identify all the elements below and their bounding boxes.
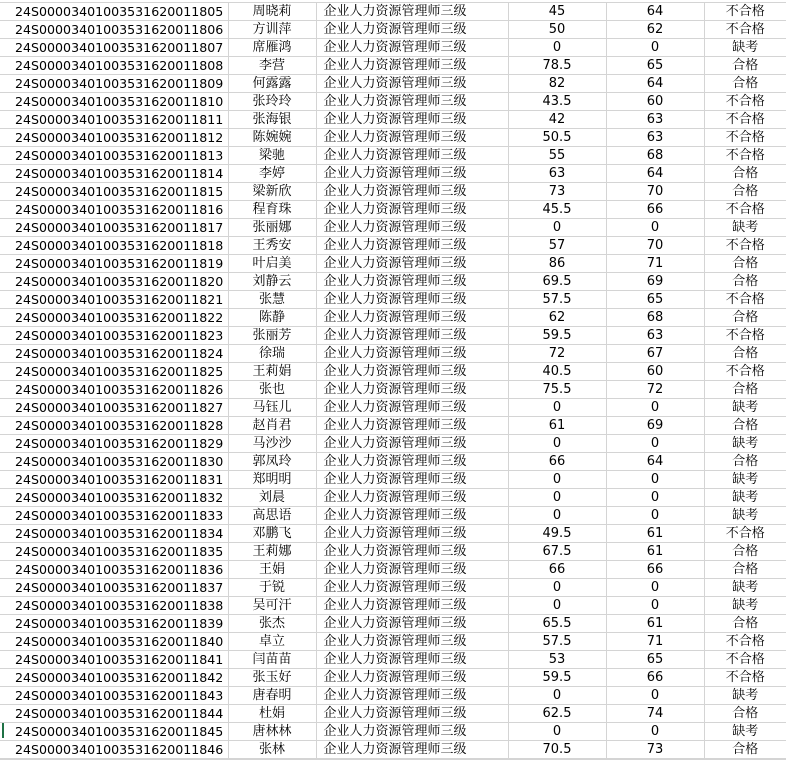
score-table bbox=[0, 3, 786, 759]
cell-name[interactable]: 王莉娟 bbox=[228, 363, 316, 381]
cell-profession[interactable]: 企业人力资源管理师三级 bbox=[316, 183, 508, 201]
cell-exam-id[interactable]: 24S00003401003531620011809 bbox=[0, 75, 228, 93]
cell-name[interactable]: 高思语 bbox=[228, 507, 316, 525]
cell-skill-score[interactable]: 67 bbox=[606, 345, 704, 363]
table-row bbox=[0, 147, 786, 165]
cell-profession[interactable]: 企业人力资源管理师三级 bbox=[316, 291, 508, 309]
cell-skill-score[interactable]: 60 bbox=[606, 363, 704, 381]
cell-skill-score[interactable]: 64 bbox=[606, 453, 704, 471]
cell-profession[interactable]: 企业人力资源管理师三级 bbox=[316, 507, 508, 525]
table-row bbox=[0, 3, 786, 21]
cell-result[interactable]: 合格 bbox=[704, 453, 786, 471]
table-row bbox=[0, 705, 786, 723]
cell-name[interactable]: 张慧 bbox=[228, 291, 316, 309]
cell-theory-score[interactable]: 0 bbox=[508, 219, 606, 237]
cell-exam-id[interactable]: 24S00003401003531620011836 bbox=[0, 561, 228, 579]
cell-profession[interactable]: 企业人力资源管理师三级 bbox=[316, 39, 508, 57]
cell-result[interactable]: 缺考 bbox=[704, 723, 786, 741]
cell-exam-id[interactable]: 24S00003401003531620011841 bbox=[0, 651, 228, 669]
cell-theory-score[interactable]: 66 bbox=[508, 453, 606, 471]
cell-name[interactable]: 马沙沙 bbox=[228, 435, 316, 453]
cell-theory-score[interactable]: 0 bbox=[508, 399, 606, 417]
cell-result[interactable]: 缺考 bbox=[704, 219, 786, 237]
cell-skill-score[interactable]: 0 bbox=[606, 435, 704, 453]
cell-exam-id[interactable]: 24S00003401003531620011827 bbox=[0, 399, 228, 417]
cell-exam-id[interactable]: 24S00003401003531620011810 bbox=[0, 93, 228, 111]
cell-name[interactable]: 叶启美 bbox=[228, 255, 316, 273]
cell-profession[interactable]: 企业人力资源管理师三级 bbox=[316, 129, 508, 147]
table-row bbox=[0, 327, 786, 345]
cell-result[interactable]: 缺考 bbox=[704, 435, 786, 453]
cell-exam-id[interactable]: 24S00003401003531620011824 bbox=[0, 345, 228, 363]
cell-name[interactable]: 陈婉婉 bbox=[228, 129, 316, 147]
cell-result[interactable]: 不合格 bbox=[704, 129, 786, 147]
cell-skill-score[interactable]: 0 bbox=[606, 579, 704, 597]
cell-profession[interactable]: 企业人力资源管理师三级 bbox=[316, 201, 508, 219]
cell-theory-score[interactable]: 0 bbox=[508, 39, 606, 57]
table-row bbox=[0, 687, 786, 705]
cell-theory-score[interactable]: 57 bbox=[508, 237, 606, 255]
cell-name[interactable]: 卓立 bbox=[228, 633, 316, 651]
table-row bbox=[0, 489, 786, 507]
cell-result[interactable]: 不合格 bbox=[704, 651, 786, 669]
table-row bbox=[0, 471, 786, 489]
cell-skill-score[interactable]: 72 bbox=[606, 381, 704, 399]
table-row bbox=[0, 561, 786, 579]
cell-profession[interactable]: 企业人力资源管理师三级 bbox=[316, 669, 508, 687]
cell-profession[interactable]: 企业人力资源管理师三级 bbox=[316, 579, 508, 597]
cell-exam-id[interactable]: 24S00003401003531620011839 bbox=[0, 615, 228, 633]
cell-skill-score[interactable]: 64 bbox=[606, 75, 704, 93]
cell-theory-score[interactable]: 57.5 bbox=[508, 291, 606, 309]
cell-result[interactable]: 不合格 bbox=[704, 525, 786, 543]
table-row bbox=[0, 597, 786, 615]
cell-result[interactable]: 合格 bbox=[704, 273, 786, 291]
cell-skill-score[interactable]: 66 bbox=[606, 669, 704, 687]
cell-theory-score[interactable]: 0 bbox=[508, 489, 606, 507]
cell-skill-score[interactable]: 71 bbox=[606, 255, 704, 273]
cell-skill-score[interactable]: 65 bbox=[606, 291, 704, 309]
cell-theory-score[interactable]: 70.5 bbox=[508, 741, 606, 759]
cell-result[interactable]: 不合格 bbox=[704, 363, 786, 381]
cell-result[interactable]: 合格 bbox=[704, 165, 786, 183]
cell-exam-id[interactable]: 24S00003401003531620011807 bbox=[0, 39, 228, 57]
cell-exam-id[interactable]: 24S00003401003531620011814 bbox=[0, 165, 228, 183]
cell-result[interactable]: 合格 bbox=[704, 381, 786, 399]
cell-result[interactable]: 缺考 bbox=[704, 471, 786, 489]
cell-name[interactable]: 王秀安 bbox=[228, 237, 316, 255]
cell-profession[interactable]: 企业人力资源管理师三级 bbox=[316, 3, 508, 21]
cell-name[interactable]: 张也 bbox=[228, 381, 316, 399]
cell-theory-score[interactable]: 67.5 bbox=[508, 543, 606, 561]
cell-exam-id[interactable]: 24S00003401003531620011813 bbox=[0, 147, 228, 165]
cell-profession[interactable]: 企业人力资源管理师三级 bbox=[316, 75, 508, 93]
cell-name[interactable]: 吴可汗 bbox=[228, 597, 316, 615]
cell-profession[interactable]: 企业人力资源管理师三级 bbox=[316, 57, 508, 75]
cell-skill-score[interactable]: 74 bbox=[606, 705, 704, 723]
cell-skill-score[interactable]: 70 bbox=[606, 237, 704, 255]
cell-theory-score[interactable]: 43.5 bbox=[508, 93, 606, 111]
cell-skill-score[interactable]: 61 bbox=[606, 543, 704, 561]
cell-exam-id[interactable]: 24S00003401003531620011825 bbox=[0, 363, 228, 381]
cell-result[interactable]: 缺考 bbox=[704, 489, 786, 507]
cell-theory-score[interactable]: 0 bbox=[508, 435, 606, 453]
table-row bbox=[0, 273, 786, 291]
cell-result[interactable]: 不合格 bbox=[704, 291, 786, 309]
table-row bbox=[0, 255, 786, 273]
cell-result[interactable]: 不合格 bbox=[704, 147, 786, 165]
table-row bbox=[0, 165, 786, 183]
cell-result[interactable]: 合格 bbox=[704, 183, 786, 201]
cell-result[interactable]: 缺考 bbox=[704, 507, 786, 525]
cell-profession[interactable]: 企业人力资源管理师三级 bbox=[316, 687, 508, 705]
table-row bbox=[0, 129, 786, 147]
table-row bbox=[0, 723, 786, 741]
cell-skill-score[interactable]: 62 bbox=[606, 21, 704, 39]
cell-name[interactable]: 马钰儿 bbox=[228, 399, 316, 417]
cell-result[interactable]: 不合格 bbox=[704, 21, 786, 39]
cell-exam-id[interactable]: 24S00003401003531620011829 bbox=[0, 435, 228, 453]
cell-skill-score[interactable]: 61 bbox=[606, 525, 704, 543]
cell-skill-score[interactable]: 65 bbox=[606, 651, 704, 669]
cell-skill-score[interactable]: 0 bbox=[606, 399, 704, 417]
cell-name[interactable]: 何露露 bbox=[228, 75, 316, 93]
cell-name[interactable]: 程育珠 bbox=[228, 201, 316, 219]
cell-theory-score[interactable]: 0 bbox=[508, 687, 606, 705]
cell-exam-id[interactable]: 24S00003401003531620011834 bbox=[0, 525, 228, 543]
cell-theory-score[interactable]: 50 bbox=[508, 21, 606, 39]
table-row bbox=[0, 21, 786, 39]
cell-name[interactable]: 方训萍 bbox=[228, 21, 316, 39]
cell-result[interactable]: 合格 bbox=[704, 543, 786, 561]
cell-skill-score[interactable]: 64 bbox=[606, 3, 704, 21]
cell-theory-score[interactable]: 82 bbox=[508, 75, 606, 93]
cell-name[interactable]: 于锐 bbox=[228, 579, 316, 597]
table-row bbox=[0, 345, 786, 363]
cell-exam-id[interactable]: 24S00003401003531620011818 bbox=[0, 237, 228, 255]
table-row bbox=[0, 579, 786, 597]
cell-skill-score[interactable]: 0 bbox=[606, 507, 704, 525]
cell-profession[interactable]: 企业人力资源管理师三级 bbox=[316, 453, 508, 471]
cell-name[interactable]: 张丽芳 bbox=[228, 327, 316, 345]
table-row bbox=[0, 453, 786, 471]
cell-theory-score[interactable]: 42 bbox=[508, 111, 606, 129]
table-row bbox=[0, 201, 786, 219]
cell-skill-score[interactable]: 66 bbox=[606, 201, 704, 219]
cell-theory-score[interactable]: 50.5 bbox=[508, 129, 606, 147]
cell-exam-id[interactable]: 24S00003401003531620011846 bbox=[0, 741, 228, 759]
cell-exam-id[interactable]: 24S00003401003531620011840 bbox=[0, 633, 228, 651]
cell-result[interactable]: 合格 bbox=[704, 255, 786, 273]
cell-name[interactable]: 唐林林 bbox=[228, 723, 316, 741]
cell-exam-id[interactable]: 24S00003401003531620011838 bbox=[0, 597, 228, 615]
cell-result[interactable]: 合格 bbox=[704, 705, 786, 723]
cell-skill-score[interactable]: 65 bbox=[606, 57, 704, 75]
cell-profession[interactable]: 企业人力资源管理师三级 bbox=[316, 651, 508, 669]
cell-exam-id[interactable]: 24S00003401003531620011837 bbox=[0, 579, 228, 597]
cell-theory-score[interactable]: 59.5 bbox=[508, 669, 606, 687]
cell-theory-score[interactable]: 61 bbox=[508, 417, 606, 435]
cell-exam-id[interactable]: 24S00003401003531620011828 bbox=[0, 417, 228, 435]
cell-exam-id[interactable]: 24S00003401003531620011816 bbox=[0, 201, 228, 219]
cell-skill-score[interactable]: 63 bbox=[606, 327, 704, 345]
next-row-edge bbox=[0, 759, 786, 763]
cell-theory-score[interactable]: 59.5 bbox=[508, 327, 606, 345]
cell-exam-id[interactable]: 24S00003401003531620011823 bbox=[0, 327, 228, 345]
cell-result[interactable]: 合格 bbox=[704, 345, 786, 363]
table-row bbox=[0, 669, 786, 687]
cell-name[interactable]: 杜娟 bbox=[228, 705, 316, 723]
cell-result[interactable]: 不合格 bbox=[704, 93, 786, 111]
cell-result[interactable]: 不合格 bbox=[704, 3, 786, 21]
table-row bbox=[0, 741, 786, 759]
cell-profession[interactable]: 企业人力资源管理师三级 bbox=[316, 219, 508, 237]
cell-skill-score[interactable]: 0 bbox=[606, 597, 704, 615]
cell-result[interactable]: 合格 bbox=[704, 561, 786, 579]
cell-profession[interactable]: 企业人力资源管理师三级 bbox=[316, 237, 508, 255]
cell-skill-score[interactable]: 0 bbox=[606, 219, 704, 237]
cell-skill-score[interactable]: 61 bbox=[606, 615, 704, 633]
cell-exam-id[interactable]: 24S00003401003531620011815 bbox=[0, 183, 228, 201]
cell-name[interactable]: 张丽娜 bbox=[228, 219, 316, 237]
cell-profession[interactable]: 企业人力资源管理师三级 bbox=[316, 309, 508, 327]
cell-skill-score[interactable]: 68 bbox=[606, 147, 704, 165]
cell-skill-score[interactable]: 0 bbox=[606, 471, 704, 489]
cell-theory-score[interactable]: 53 bbox=[508, 651, 606, 669]
cell-name[interactable]: 陈静 bbox=[228, 309, 316, 327]
cell-exam-id[interactable]: 24S00003401003531620011821 bbox=[0, 291, 228, 309]
table-row bbox=[0, 633, 786, 651]
cell-profession[interactable]: 企业人力资源管理师三级 bbox=[316, 543, 508, 561]
table-row bbox=[0, 435, 786, 453]
cell-theory-score[interactable]: 0 bbox=[508, 507, 606, 525]
cell-name[interactable]: 郑明明 bbox=[228, 471, 316, 489]
cell-exam-id[interactable]: 24S00003401003531620011844 bbox=[0, 705, 228, 723]
cell-theory-score[interactable]: 62.5 bbox=[508, 705, 606, 723]
cell-exam-id[interactable]: 24S00003401003531620011845 bbox=[0, 723, 228, 741]
cell-result[interactable]: 合格 bbox=[704, 75, 786, 93]
table-row bbox=[0, 39, 786, 57]
cell-profession[interactable]: 企业人力资源管理师三级 bbox=[316, 741, 508, 759]
cell-name[interactable]: 唐春明 bbox=[228, 687, 316, 705]
cell-theory-score[interactable]: 40.5 bbox=[508, 363, 606, 381]
table-row bbox=[0, 183, 786, 201]
table-row bbox=[0, 615, 786, 633]
table-row bbox=[0, 543, 786, 561]
cell-name[interactable]: 张玲玲 bbox=[228, 93, 316, 111]
cell-name[interactable]: 张玉好 bbox=[228, 669, 316, 687]
table-row bbox=[0, 291, 786, 309]
cell-theory-score[interactable]: 73 bbox=[508, 183, 606, 201]
cell-exam-id[interactable]: 24S00003401003531620011805 bbox=[0, 3, 228, 21]
cell-profession[interactable]: 企业人力资源管理师三级 bbox=[316, 363, 508, 381]
cell-exam-id[interactable]: 24S00003401003531620011822 bbox=[0, 309, 228, 327]
cell-exam-id[interactable]: 24S00003401003531620011806 bbox=[0, 21, 228, 39]
cell-theory-score[interactable]: 0 bbox=[508, 723, 606, 741]
cell-profession[interactable]: 企业人力资源管理师三级 bbox=[316, 273, 508, 291]
cell-result[interactable]: 不合格 bbox=[704, 327, 786, 345]
cell-result[interactable]: 缺考 bbox=[704, 39, 786, 57]
cell-name[interactable]: 席雁鸿 bbox=[228, 39, 316, 57]
table-row bbox=[0, 309, 786, 327]
cell-result[interactable]: 不合格 bbox=[704, 201, 786, 219]
table-body bbox=[0, 3, 786, 759]
table-row bbox=[0, 525, 786, 543]
cell-skill-score[interactable]: 71 bbox=[606, 633, 704, 651]
cell-theory-score[interactable]: 66 bbox=[508, 561, 606, 579]
cell-profession[interactable]: 企业人力资源管理师三级 bbox=[316, 723, 508, 741]
cell-exam-id[interactable]: 24S00003401003531620011820 bbox=[0, 273, 228, 291]
row-selection-marker bbox=[2, 723, 4, 738]
table-row bbox=[0, 507, 786, 525]
cell-result[interactable]: 合格 bbox=[704, 741, 786, 759]
cell-profession[interactable]: 企业人力资源管理师三级 bbox=[316, 399, 508, 417]
cell-exam-id[interactable]: 24S00003401003531620011835 bbox=[0, 543, 228, 561]
cell-name[interactable]: 赵肖君 bbox=[228, 417, 316, 435]
cell-result[interactable]: 不合格 bbox=[704, 237, 786, 255]
cell-theory-score[interactable]: 65.5 bbox=[508, 615, 606, 633]
cell-profession[interactable]: 企业人力资源管理师三级 bbox=[316, 525, 508, 543]
cell-skill-score[interactable]: 0 bbox=[606, 489, 704, 507]
cell-exam-id[interactable]: 24S00003401003531620011826 bbox=[0, 381, 228, 399]
cell-theory-score[interactable]: 0 bbox=[508, 597, 606, 615]
table-row bbox=[0, 75, 786, 93]
cell-profession[interactable]: 企业人力资源管理师三级 bbox=[316, 21, 508, 39]
cell-skill-score[interactable]: 69 bbox=[606, 273, 704, 291]
cell-skill-score[interactable]: 66 bbox=[606, 561, 704, 579]
cell-theory-score[interactable]: 0 bbox=[508, 579, 606, 597]
cell-result[interactable]: 缺考 bbox=[704, 579, 786, 597]
cell-exam-id[interactable]: 24S00003401003531620011843 bbox=[0, 687, 228, 705]
cell-theory-score[interactable]: 55 bbox=[508, 147, 606, 165]
cell-result[interactable]: 合格 bbox=[704, 417, 786, 435]
cell-exam-id[interactable]: 24S00003401003531620011842 bbox=[0, 669, 228, 687]
cell-name[interactable]: 张杰 bbox=[228, 615, 316, 633]
table-row bbox=[0, 399, 786, 417]
cell-profession[interactable]: 企业人力资源管理师三级 bbox=[316, 705, 508, 723]
cell-skill-score[interactable]: 70 bbox=[606, 183, 704, 201]
table-row bbox=[0, 237, 786, 255]
cell-profession[interactable]: 企业人力资源管理师三级 bbox=[316, 597, 508, 615]
cell-theory-score[interactable]: 72 bbox=[508, 345, 606, 363]
cell-result[interactable]: 不合格 bbox=[704, 633, 786, 651]
cell-theory-score[interactable]: 78.5 bbox=[508, 57, 606, 75]
cell-exam-id[interactable]: 24S00003401003531620011831 bbox=[0, 471, 228, 489]
cell-result[interactable]: 缺考 bbox=[704, 597, 786, 615]
cell-profession[interactable]: 企业人力资源管理师三级 bbox=[316, 147, 508, 165]
cell-profession[interactable]: 企业人力资源管理师三级 bbox=[316, 255, 508, 273]
table-row bbox=[0, 111, 786, 129]
cell-profession[interactable]: 企业人力资源管理师三级 bbox=[316, 489, 508, 507]
table-row bbox=[0, 57, 786, 75]
cell-profession[interactable]: 企业人力资源管理师三级 bbox=[316, 327, 508, 345]
cell-profession[interactable]: 企业人力资源管理师三级 bbox=[316, 345, 508, 363]
cell-profession[interactable]: 企业人力资源管理师三级 bbox=[316, 633, 508, 651]
cell-profession[interactable]: 企业人力资源管理师三级 bbox=[316, 165, 508, 183]
cell-skill-score[interactable]: 63 bbox=[606, 111, 704, 129]
cell-name[interactable]: 王莉娜 bbox=[228, 543, 316, 561]
cell-skill-score[interactable]: 63 bbox=[606, 129, 704, 147]
cell-theory-score[interactable]: 86 bbox=[508, 255, 606, 273]
cell-result[interactable]: 缺考 bbox=[704, 687, 786, 705]
cell-theory-score[interactable]: 63 bbox=[508, 165, 606, 183]
table-row bbox=[0, 363, 786, 381]
cell-name[interactable]: 梁新欣 bbox=[228, 183, 316, 201]
cell-name[interactable]: 梁驰 bbox=[228, 147, 316, 165]
table-row bbox=[0, 417, 786, 435]
cell-skill-score[interactable]: 0 bbox=[606, 723, 704, 741]
cell-exam-id[interactable]: 24S00003401003531620011811 bbox=[0, 111, 228, 129]
cell-skill-score[interactable]: 0 bbox=[606, 687, 704, 705]
cell-name[interactable]: 李婷 bbox=[228, 165, 316, 183]
cell-name[interactable]: 邓鹏飞 bbox=[228, 525, 316, 543]
cell-profession[interactable]: 企业人力资源管理师三级 bbox=[316, 561, 508, 579]
cell-result[interactable]: 不合格 bbox=[704, 111, 786, 129]
cell-result[interactable]: 缺考 bbox=[704, 399, 786, 417]
cell-result[interactable]: 合格 bbox=[704, 615, 786, 633]
cell-skill-score[interactable]: 0 bbox=[606, 39, 704, 57]
cell-result[interactable]: 合格 bbox=[704, 57, 786, 75]
cell-theory-score[interactable]: 49.5 bbox=[508, 525, 606, 543]
cell-exam-id[interactable]: 24S00003401003531620011819 bbox=[0, 255, 228, 273]
cell-exam-id[interactable]: 24S00003401003531620011808 bbox=[0, 57, 228, 75]
cell-name[interactable]: 闫苗苗 bbox=[228, 651, 316, 669]
cell-name[interactable]: 王娟 bbox=[228, 561, 316, 579]
cell-exam-id[interactable]: 24S00003401003531620011817 bbox=[0, 219, 228, 237]
cell-skill-score[interactable]: 73 bbox=[606, 741, 704, 759]
cell-theory-score[interactable]: 62 bbox=[508, 309, 606, 327]
cell-name[interactable]: 刘静云 bbox=[228, 273, 316, 291]
cell-name[interactable]: 周晓莉 bbox=[228, 3, 316, 21]
cell-profession[interactable]: 企业人力资源管理师三级 bbox=[316, 381, 508, 399]
cell-exam-id[interactable]: 24S00003401003531620011812 bbox=[0, 129, 228, 147]
cell-skill-score[interactable]: 64 bbox=[606, 165, 704, 183]
cell-name[interactable]: 李营 bbox=[228, 57, 316, 75]
cell-name[interactable]: 刘晨 bbox=[228, 489, 316, 507]
cell-exam-id[interactable]: 24S00003401003531620011832 bbox=[0, 489, 228, 507]
cell-theory-score[interactable]: 0 bbox=[508, 471, 606, 489]
table-row bbox=[0, 219, 786, 237]
cell-exam-id[interactable]: 24S00003401003531620011830 bbox=[0, 453, 228, 471]
cell-profession[interactable]: 企业人力资源管理师三级 bbox=[316, 93, 508, 111]
table-row bbox=[0, 381, 786, 399]
cell-name[interactable]: 张林 bbox=[228, 741, 316, 759]
cell-exam-id[interactable]: 24S00003401003531620011833 bbox=[0, 507, 228, 525]
cell-theory-score[interactable]: 69.5 bbox=[508, 273, 606, 291]
cell-theory-score[interactable]: 45 bbox=[508, 3, 606, 21]
cell-result[interactable]: 不合格 bbox=[704, 669, 786, 687]
cell-theory-score[interactable]: 57.5 bbox=[508, 633, 606, 651]
cell-skill-score[interactable]: 68 bbox=[606, 309, 704, 327]
cell-profession[interactable]: 企业人力资源管理师三级 bbox=[316, 435, 508, 453]
cell-skill-score[interactable]: 69 bbox=[606, 417, 704, 435]
cell-profession[interactable]: 企业人力资源管理师三级 bbox=[316, 471, 508, 489]
cell-name[interactable]: 张海银 bbox=[228, 111, 316, 129]
cell-theory-score[interactable]: 75.5 bbox=[508, 381, 606, 399]
cell-profession[interactable]: 企业人力资源管理师三级 bbox=[316, 111, 508, 129]
cell-result[interactable]: 合格 bbox=[704, 309, 786, 327]
table-row bbox=[0, 651, 786, 669]
cell-name[interactable]: 郭凤玲 bbox=[228, 453, 316, 471]
cell-profession[interactable]: 企业人力资源管理师三级 bbox=[316, 615, 508, 633]
cell-theory-score[interactable]: 45.5 bbox=[508, 201, 606, 219]
cell-name[interactable]: 徐瑞 bbox=[228, 345, 316, 363]
cell-profession[interactable]: 企业人力资源管理师三级 bbox=[316, 417, 508, 435]
table-row bbox=[0, 93, 786, 111]
cell-skill-score[interactable]: 60 bbox=[606, 93, 704, 111]
